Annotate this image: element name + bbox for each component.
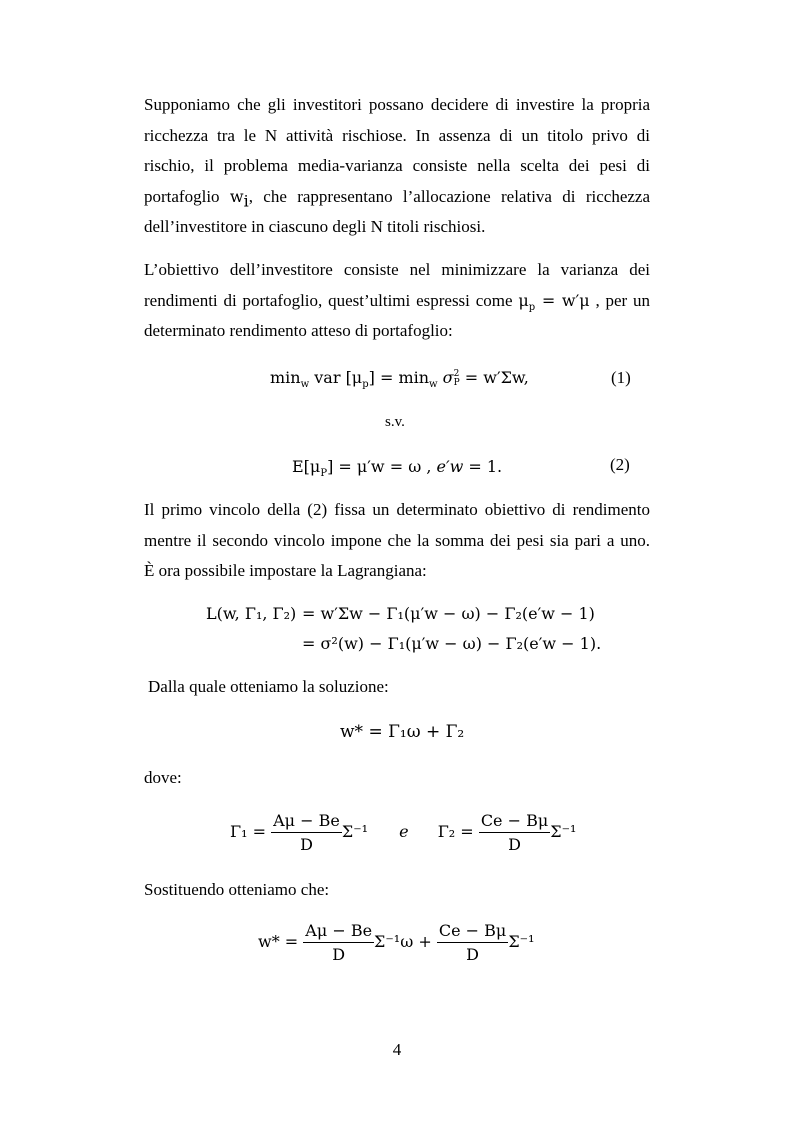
solution-equation: w* = Γ₁ω + Γ₂ (340, 722, 465, 742)
gamma-1-label: Γ₁ = (230, 822, 267, 841)
lagrangian-row-2: = σ²(w) − Γ₁(μ′w − ω) − Γ₂(e′w − 1). (302, 634, 602, 653)
paragraph-3-line-1: Il primo vincolo della (2) fissa un determinato obiettivo di rendimento (144, 500, 650, 519)
solution-intro: Dalla quale otteniamo la soluzione: (148, 677, 389, 696)
lagrangian-lhs: L(w, Γ₁, Γ₂) (206, 604, 297, 623)
paragraph-3-line-2: mentre il secondo vincolo impone che la somma dei pesi sia pari a uno. (144, 530, 650, 550)
equation-2: $E[\mu_P] = \mu'w = \omega$ , e′w = 1. (292, 457, 503, 480)
connector-e: e (399, 822, 409, 841)
paragraph-3 (144, 495, 650, 587)
paragraph-1 (144, 90, 650, 243)
paragraph-1-line-2: ricchezza tra le N attività rischiose. In assenza di un titolo privo di (144, 125, 650, 145)
sv-label: s.v. (385, 414, 405, 430)
page-number: 4 (392, 1040, 402, 1059)
substitution-intro: Sostituendo otteniamo che: (144, 880, 330, 899)
paragraph-2-line-3: determinato rendimento atteso di portafoglio: (144, 321, 453, 340)
paragraph-1-line-5: dell’investitore in ciascuno degli N titoli rischiosi. (144, 217, 486, 236)
paragraph-3-line-3: È ora possibile impostare la Lagrangiana: (144, 561, 427, 580)
equation-1-number: (1) (611, 368, 631, 387)
dove-label: dove: (144, 768, 182, 787)
lagrangian-row-1: = w′Σw − Γ₁(μ′w − ω) − Γ₂(e′w − 1) (302, 604, 595, 623)
paragraph-2-line-2: rendimenti di portafoglio, quest’ultimi espressi come $\mu_p = w'\mu$ , per un (144, 290, 651, 313)
paragraph-1-line-3: rischio, il problema media-varianza consiste nella scelta dei pesi di (144, 156, 650, 175)
paragraph-2-line-1: L’obiettivo dell’investitore consiste nel minimizzare la varianza dei (144, 260, 650, 279)
gamma-definitions: Γ₁ = $\frac{A\mu - Be}{D}$ Σ⁻¹ e Γ₂ = $\frac{Ce - B\mu}{D}$ Σ⁻¹ (230, 811, 577, 854)
paragraph-1-line-4: portafoglio $w_i$, che rappresentano l’allocazione relativa di ricchezza (144, 186, 651, 210)
paragraph-2 (144, 255, 650, 347)
paragraph-1-line-1: Supponiamo che gli investitori possano decidere di investire la propria (144, 95, 650, 114)
gamma-1-fraction: $\frac{A\mu - Be}{D}$ (273, 811, 340, 854)
final-fraction-1: $\frac{A\mu - Be}{D}$ (305, 921, 373, 964)
equation-2-number: (2) (610, 455, 630, 474)
final-fraction-2: $\frac{Ce - B\mu}{D}$ (438, 921, 507, 964)
gamma-2-label: Γ₂ = (437, 822, 474, 841)
final-equation: w* = $\frac{A\mu - Be}{D}$ Σ⁻¹ω + $\frac{Ce - B\mu}{D}$ Σ⁻¹ (258, 921, 535, 964)
gamma-2-fraction: $\frac{Ce - B\mu}{D}$ (480, 811, 549, 854)
equation-1: $\min_w$ var $[\mu_p] = \min_w \sigma$ 2 P = w′Σw, (270, 368, 529, 391)
